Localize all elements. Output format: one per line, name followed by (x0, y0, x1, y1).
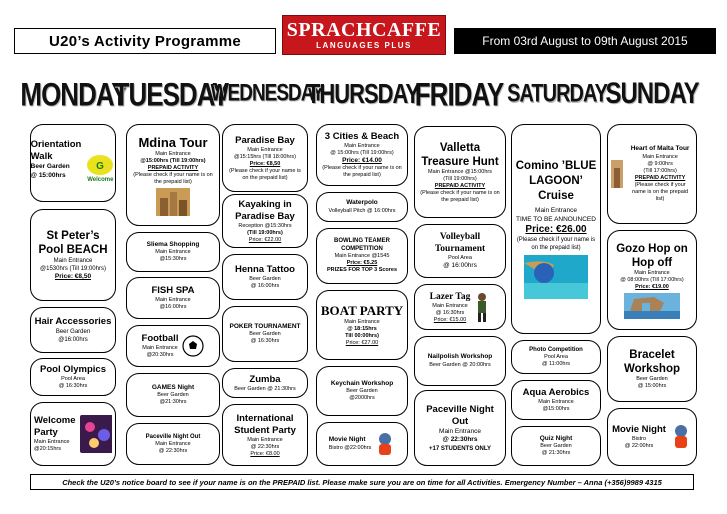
cinema-mascot-icon (375, 431, 395, 457)
gozo-photo (624, 293, 680, 319)
card-place: Pool Area (448, 255, 472, 262)
card-entrance: Main Entrance (538, 399, 574, 405)
card-place: Beer Garden (540, 443, 572, 450)
date-range: From 03rd August to 09th August 2015 (454, 28, 716, 54)
card-time: @16:00hrs (58, 337, 88, 343)
card-entrance: Main Entrance (142, 345, 178, 351)
card-place: Beer Garden (636, 376, 668, 382)
day-sunday: SUNDAY (605, 76, 699, 111)
card-time: @ 16:00hrs (250, 283, 280, 289)
card-title: Orientation Walk (30, 139, 82, 162)
logo-sub-text: LANGUAGES PLUS (316, 40, 412, 50)
card-time: @ 21:30hrs (541, 450, 571, 457)
card-title: BOWLING TEAMER COMPETITION (334, 238, 390, 252)
card-prizes: PRIZES FOR TOP 3 Scores (326, 267, 398, 273)
card-zumba (222, 368, 308, 398)
card-place: Beer Garden (346, 388, 378, 395)
card-place: Bistro (631, 436, 647, 442)
card-gozo (607, 230, 697, 330)
card-place: Beer Garden (249, 276, 281, 282)
card-entrance: Main Entrance @15:00hrs (428, 168, 492, 175)
day-friday: FRIDAY (414, 74, 504, 113)
card-time: (Till 19:00hrs) (443, 175, 477, 182)
card-sliema-shopping (126, 232, 220, 272)
card-entrance: Main Entrance (247, 436, 283, 443)
card-place: Beer Garden (30, 163, 70, 170)
card-kayaking (222, 194, 308, 248)
card-entrance: Reception @15:30hrs (238, 222, 292, 229)
card-price: Price: €8,50 (54, 272, 92, 280)
card-entrance: Main Entrance (432, 302, 468, 309)
card-title: Welcome Party (34, 415, 76, 438)
card-paceville-night-fri (414, 390, 506, 466)
card-boat-party (316, 290, 408, 360)
card-time: @21:30hrs (159, 399, 187, 406)
card-note: (Please check if your name is on the prepaid list) (322, 165, 402, 179)
card-aqua-aerobics (511, 380, 601, 420)
card-fish-spa (126, 277, 220, 319)
card-title: St Peter’s Pool BEACH (38, 229, 108, 256)
card-time: (Till 19:00hrs) (247, 229, 283, 236)
card-prepaid: PREPAID ACTIVITY (434, 182, 486, 189)
card-time: @ 22:00hrs (624, 443, 654, 449)
page-title: U20’s Activity Programme (14, 28, 276, 54)
card-entrance: Main Entrance (634, 269, 670, 276)
card-place: Beer Garden (55, 329, 91, 335)
card-place: Beer Garden @ 20:00hrs (429, 361, 491, 368)
party-photo (80, 415, 112, 453)
day-saturday: SATURDAY (507, 79, 607, 108)
card-st-peters-pool (30, 209, 116, 301)
card-title: International Student Party (234, 412, 296, 436)
card-title: Movie Night (612, 424, 666, 435)
card-place: Main Entrance (34, 439, 70, 445)
card-time: @ 18:15hrs (347, 326, 377, 332)
card-title: Paceville Night Out (426, 403, 494, 427)
card-till: (Till 17:00hrs) (643, 167, 677, 174)
card-time: @ 15:00hrs (Till 19:00hrs) (330, 149, 394, 156)
card-entrance: Main Entrance (155, 249, 191, 256)
card-price: Price: €22.00 (248, 236, 282, 243)
card-bracelet-workshop (607, 336, 697, 402)
card-time: @ 08:00hrs (Till 17:00hrs) (620, 276, 684, 283)
card-entrance: Main Entrance (344, 142, 380, 149)
card-note: +17 STUDENTS ONLY (429, 445, 491, 452)
card-title: Pool Olympics (40, 364, 106, 375)
card-title: BOAT PARTY (320, 303, 404, 318)
card-volleyball-tournament (414, 224, 506, 278)
card-place: Beer Garden (157, 392, 189, 399)
sprachcaffe-logo (282, 15, 446, 55)
card-entrance: Main Entrance (155, 441, 191, 447)
card-time: @ 16:30hrs (250, 338, 280, 345)
card-welcome-party (30, 402, 116, 466)
card-price: Price: €26.00 (525, 224, 587, 235)
card-place: Bistro @22:00hrs (328, 444, 372, 451)
card-title: Keychain Workshop (330, 379, 394, 387)
card-time: @ 22:30hrs (442, 436, 478, 443)
card-valletta-treasure-hunt (414, 126, 506, 218)
day-wednesday: WEDNESDAY (210, 80, 324, 107)
card-games-night (126, 373, 220, 417)
card-title: Paceville Night Out (145, 434, 201, 440)
card-poker-tournament (222, 306, 308, 362)
card-heart-of-malta (607, 124, 697, 224)
cinema-mascot-icon (670, 423, 692, 451)
card-note: (Please check if your name is on the prepaid list) (632, 181, 689, 202)
card-movie-night-sun (607, 408, 697, 466)
day-thursday: THURSDAY (306, 77, 420, 109)
logo-main-text: SPRACHCAFFE (286, 18, 442, 41)
card-time: @2000hrs (349, 395, 375, 402)
card-time: @20:30hrs (146, 352, 174, 358)
card-bowling (316, 228, 408, 284)
card-time: @ 22:30hrs (250, 443, 280, 450)
card-paceville-night-tue (126, 423, 220, 465)
card-title: Valletta Treasure Hunt (421, 141, 499, 168)
lazer-tag-figure (474, 292, 490, 322)
card-title: Movie Night (328, 436, 366, 444)
card-place: Beer Garden @ 21:30hrs (234, 385, 296, 392)
card-time: @ 16:00hrs (443, 262, 477, 270)
card-title: Comino ’BLUE LAGOON’ Cruise (515, 160, 597, 202)
card-title: Kayaking in Paradise Bay (235, 198, 295, 222)
card-football (126, 325, 220, 367)
card-mdina-tour (126, 124, 220, 226)
card-time: @ 15:00hrs (637, 383, 667, 389)
welcome-icon (85, 153, 115, 177)
card-place: Beer Garden (249, 331, 281, 338)
card-title: Photo Competition (529, 347, 583, 353)
card-entrance: Main Entrance (155, 297, 191, 303)
card-place: Pool Area (544, 354, 568, 360)
card-title: Gozo Hop on Hop off (616, 242, 688, 269)
card-prepaid: PREPAID ACTIVITY (634, 174, 686, 181)
card-paradise-bay (222, 124, 308, 192)
card-note: (Please check if your name is on the prepaid list) (229, 167, 301, 181)
card-note: (Please check if your name is on the prepaid list) (420, 189, 500, 203)
card-orientation-walk (30, 124, 116, 202)
card-hair-accessories (30, 307, 116, 353)
card-time: @15:15hrs (Till 18:00hrs) (234, 153, 296, 160)
card-price: Price: €8.00 (250, 450, 280, 457)
card-time: @ 15:00hrs (30, 171, 66, 179)
card-price: Price: €15.00 (433, 316, 467, 323)
card-pool-olympics (30, 358, 116, 396)
card-comino-cruise (511, 124, 601, 334)
card-title: Zumba (249, 373, 281, 385)
card-time: @ 11:00hrs (541, 361, 571, 367)
card-title: Heart of Malta Tour (630, 145, 690, 153)
card-note: (Please check if your name is on the prepaid list) (133, 171, 213, 185)
card-place: Pool Area (61, 376, 85, 382)
card-entrance: Main Entrance (53, 257, 93, 264)
svg-text:G: G (96, 161, 105, 172)
card-entrance: Main Entrance (439, 427, 481, 435)
welcome-logo (85, 153, 115, 187)
card-price: Price: €27.00 (345, 340, 379, 346)
card-time: @15:00hrs (542, 406, 570, 412)
card-time: @ 16:30hrs (435, 309, 465, 316)
card-price: Price: €5.25 (346, 260, 378, 266)
card-title: Mdina Tour (138, 134, 208, 150)
card-price: Price: €14.00 (342, 156, 382, 164)
card-title: Volleyball Tournament (434, 232, 486, 255)
card-title: Waterpolo (346, 199, 378, 207)
card-title: Aqua Aerobics (522, 387, 590, 398)
card-title: Lazer Tag (429, 291, 471, 302)
card-title: Nailpolish Workshop (427, 353, 493, 361)
card-entrance: Main Entrance (535, 207, 577, 214)
card-title: Quiz Night (539, 434, 573, 442)
card-price: Price: €19.00 (635, 283, 669, 290)
card-time: @15:00hrs (Till 19:00hrs) (140, 157, 206, 164)
card-title: Hair Accessories (34, 316, 112, 327)
malta-photo (611, 160, 623, 188)
card-time: TIME TO BE ANNOUNCED (516, 215, 596, 223)
card-place: Volleyball Pitch @ 16:00hrs (328, 207, 396, 214)
card-title: FISH SPA (151, 285, 195, 296)
card-till: Till 00:00hrs) (345, 333, 379, 339)
card-photo-competition (511, 340, 601, 374)
card-entrance: Main Entrance (155, 150, 191, 157)
card-entrance: Main Entrance (344, 319, 380, 325)
day-monday: MONDAY (20, 74, 128, 113)
card-price: Price: €8,50 (249, 160, 281, 167)
card-waterpolo (316, 192, 408, 222)
card-entrance: Main Entrance @1545 (334, 253, 390, 259)
card-title: Football (141, 333, 179, 344)
card-movie-night-thu (316, 422, 408, 466)
card-title: Henna Tattoo (235, 264, 295, 275)
football-icon (182, 335, 204, 357)
card-entrance: Main Entrance (247, 146, 283, 153)
card-title: POKER TOURNAMENT (229, 322, 301, 330)
footer-notice: Check the U20’s notice board to see if your name is on the PREPAID list. Please make sure you are on time for all Activities. Emergency Number – Anna (+356)9989 4315 (30, 474, 694, 490)
card-title: Bracelet Workshop (623, 349, 680, 375)
card-3-cities-beach (316, 124, 408, 186)
card-title: Paradise Bay (235, 134, 295, 146)
card-time: @ 22:30hrs (158, 448, 188, 454)
card-title: GAMES Night (151, 383, 195, 391)
mdina-photo (156, 188, 190, 216)
card-time: @ 16:30hrs (58, 383, 88, 389)
card-title: Sliema Shopping (146, 240, 200, 248)
card-time: @20:15hrs (34, 446, 61, 452)
card-title: 3 Cities & Beach (324, 130, 400, 142)
card-keychain-workshop (316, 366, 408, 416)
card-nailpolish-workshop (414, 336, 506, 386)
card-time: @1530hrs (Till 19:00hrs) (40, 265, 106, 272)
welcome-logo-text: Welcome (87, 177, 114, 183)
card-prepaid: PREPAID ACTIVITY (147, 164, 199, 171)
card-quiz-night (511, 426, 601, 466)
card-time: @ 9:00hrs (647, 160, 673, 167)
card-time: @15:30hrs (159, 256, 187, 263)
card-henna-tattoo (222, 254, 308, 300)
card-lazer-tag (414, 284, 506, 330)
card-note: (Please check if your name is on the prepaid list) (516, 237, 596, 251)
card-entrance: Main Entrance (642, 153, 678, 160)
blue-lagoon-photo (524, 255, 588, 299)
day-tuesday: TUESDAY (113, 74, 229, 113)
card-international-party (222, 404, 308, 466)
card-time: @16:00hrs (159, 304, 187, 310)
